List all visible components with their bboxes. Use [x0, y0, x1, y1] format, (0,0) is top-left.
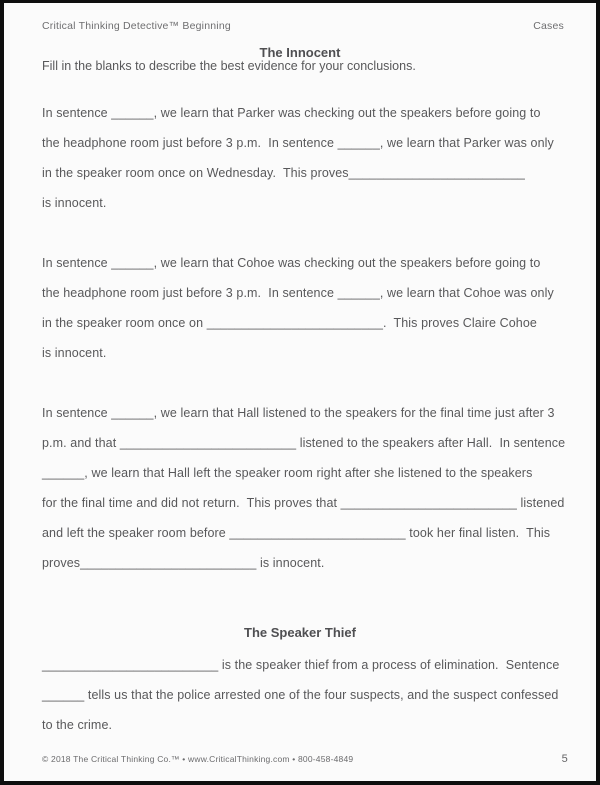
text-line: to the crime.: [42, 718, 113, 732]
innocent-section-title: The Innocent: [259, 45, 341, 60]
page-footer: [42, 753, 568, 766]
text-line: In sentence ______, we learn that Parker was checking out the speakers before going to: [42, 106, 541, 120]
text-line: in the speaker room once on Wednesday. This proves_________________________: [42, 166, 525, 180]
text-line: for the final time and did not return. This proves that _________________________ listened: [42, 496, 565, 510]
text-line: the headphone room just before 3 p.m. In sentence ______, we learn that Cohoe was only: [42, 286, 554, 300]
text-line: ______, we learn that Hall left the speaker room right after she listened to the speakers: [42, 466, 533, 480]
header-book-title: Critical Thinking Detective™ Beginning: [42, 20, 231, 32]
page-header: [42, 19, 564, 33]
paragraph-thief-conclusion: [42, 650, 576, 740]
page-number: 5: [561, 753, 568, 765]
text-line: in the speaker room once on _________________________. This proves Claire Cohoe: [42, 316, 537, 330]
worksheet-page: [4, 3, 596, 781]
paragraph-parker-evidence: [42, 98, 576, 218]
text-line: is innocent.: [42, 346, 107, 360]
instructions-text: Fill in the blanks to describe the best evidence for your conclusions.: [42, 59, 416, 73]
text-line: p.m. and that _________________________ listened to the speakers after Hall. In sentence: [42, 436, 566, 450]
thief-section-title: The Speaker Thief: [244, 625, 356, 640]
text-line: is innocent.: [42, 196, 107, 210]
text-line: the headphone room just before 3 p.m. In sentence ______, we learn that Parker was only: [42, 136, 554, 150]
text-line: and left the speaker room before _________________________ took her final listen. This: [42, 526, 551, 540]
text-line: proves_________________________ is innocent.: [42, 556, 325, 570]
text-line: In sentence ______, we learn that Cohoe was checking out the speakers before going to: [42, 256, 541, 270]
text-line: _________________________ is the speaker thief from a process of elimination. Sentence: [42, 658, 560, 672]
text-line: ______ tells us that the police arrested one of the four suspects, and the suspect confessed: [42, 688, 559, 702]
footer-copyright: © 2018 The Critical Thinking Co.™ • www.CriticalThinking.com • 800-458-4849: [42, 754, 354, 764]
paragraph-hall-evidence: [42, 398, 576, 578]
paragraph-cohoe-evidence: [42, 248, 576, 368]
text-line: In sentence ______, we learn that Hall listened to the speakers for the final time just after 3: [42, 406, 555, 420]
header-section-label: Cases: [533, 20, 564, 32]
